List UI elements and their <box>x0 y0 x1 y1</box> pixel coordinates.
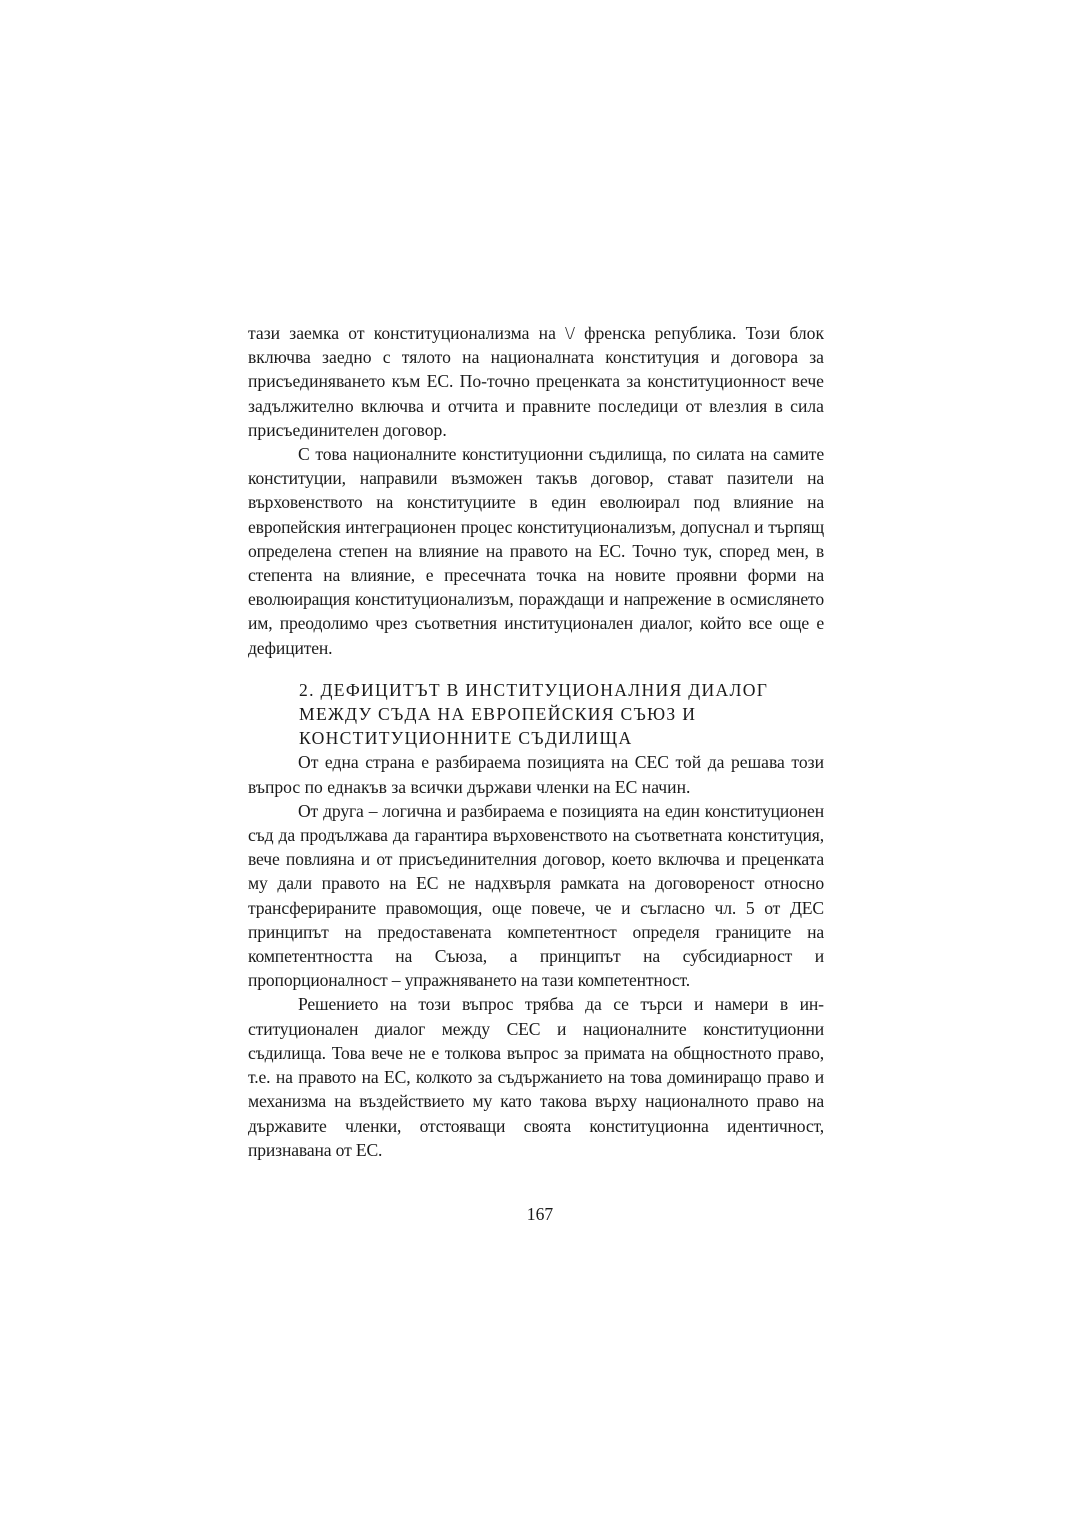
page-number: 167 <box>526 1204 554 1224</box>
paragraph-continuation: тази заемка от конституционализма на \/ френска република. Този блок включва заедно с тялото на националната конституция и договора за присъединяването към ЕС. По-точно преценката за конституционност вече задължително включва и отчита и правните последици от влезлия в сила присъединителен договор. <box>248 323 824 440</box>
heading-line-2: МЕЖДУ СЪДА НА ЕВРОПЕЙСКИЯ СЪЮЗ И <box>299 704 697 725</box>
section-heading <box>248 678 824 751</box>
paragraph-constitutional-courts: С това националните конституционни съдилища, по силата на самите конституции, направили възможен такъв договор, стават пазители на върховенството на конституциите в един еволюирал под влияние на европейския интеграционен процес конституционализъм, допуснал и търпящ определена степен на влияние на правото на ЕС. Точно тук, според мен, в степента на влияние, е пресечната точка на новите проявни форми на еволюиращия конституционализъм, пораждащи и напрежение в осмислянето им, преодолимо чрез съответния институционален диалог, който все още е дефицитен. <box>248 444 824 658</box>
heading-line-1: 2. ДЕФИЦИТЪТ В ИНСТИТУЦИОНАЛНИЯ ДИАЛОГ <box>299 679 769 700</box>
page-body <box>248 321 824 1162</box>
paragraph-cjeu-position: От една страна е разбираема позицията на СЕС той да решава този въпрос по еднакъв за всички държави членки на ЕС начин. <box>248 752 824 797</box>
heading-line-3: КОНСТИТУЦИОННИТЕ СЪДИЛИЩА <box>299 728 633 749</box>
paragraph-constitutional-court-position: От друга – логична и разбираема е позицията на един конституционен съд да продължава да гарантира върховенството на съответната конституция, вече повлияна и от присъединителния договор, което включва и преценката му дали правото на ЕС не надхвърля рамката на договореност относно трансферираните правомощия, още повече, че и съгласно чл. 5 от ДЕС принципът на предоставената компетентност определя границите на компетентността на Съюза, а принципът на субсидиарност и пропорционалност – упражняването на тази компетентност. <box>248 800 824 991</box>
paragraph-institutional-dialogue: Решението на този въпрос трябва да се търси и намери в институционален диалог между СЕС и националните конституционни съдилища. Това вече не е толкова въпрос за примата на общностното право, т.е. на правото на ЕС, колкото за съдържанието на това доминиращо право и механизма на въздействието му като такова върху националното право на държавите членки, отстояващи своята конституционна идентичност, признавана от ЕС. <box>248 994 824 1160</box>
